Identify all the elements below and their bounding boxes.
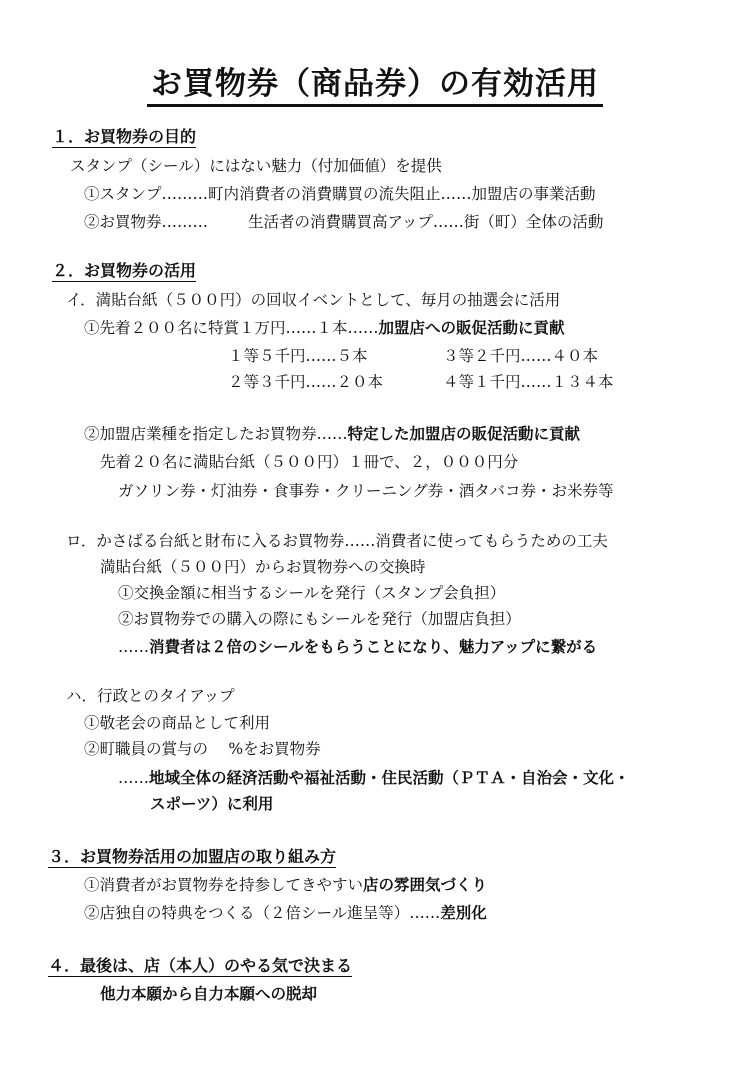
section-2-ro-line-2: 満貼台紙（５００円）からお買物券への交換時: [100, 558, 426, 576]
section-3-item-1-text: ①消費者がお買物券を持参してきやすい: [84, 876, 364, 894]
section-2-ha-line: ハ．行政とのタイアップ: [66, 687, 235, 705]
section-2-ro-item-1: ①交換金額に相当するシールを発行（スタンプ会負担）: [118, 584, 506, 602]
document-title: [0, 58, 750, 103]
section-1-item-2: [84, 211, 603, 233]
section-1-item-2-text: 生活者の消費購買高アップ……街（町）全体の活動: [248, 213, 604, 231]
ha-result-emphasis-1: 地域全体の経済活動や福祉活動・住民活動（ＰＴＡ・自治会・文化・: [149, 769, 630, 787]
section-3-item-1-emphasis: 店の雰囲気づくり: [363, 876, 488, 894]
point-2-text: ②加盟店業種を指定したお買物券……: [84, 425, 348, 443]
section-2-i-line: イ．満貼台紙（５００円）の回収イベントとして、毎月の抽選会に活用: [66, 291, 561, 309]
section-4-heading: [48, 955, 352, 977]
section-2-ro-line: ロ．かさばる台紙と財布に入るお買物券……消費者に使ってもらうための工夫: [66, 532, 608, 550]
section-1-heading-text: １．お買物券の目的: [52, 127, 197, 146]
ro-result-emphasis: 消費者は２倍のシールをもらうことになり、魅力アップに繋がる: [149, 638, 598, 656]
section-4-heading-text: ４．最後は、店（本人）のやる気で決まる: [48, 956, 353, 975]
section-2-ha-result-1: [118, 767, 630, 789]
section-1-heading: [52, 126, 196, 148]
section-2-ro-item-2: ②お買物券での購入の際にもシールを発行（加盟店負担）: [118, 610, 521, 628]
prize-3: ３等２千円……４０本: [443, 347, 599, 365]
section-3-item-1: [84, 874, 487, 896]
section-3-heading-text: ３．お買物券活用の加盟店の取り組み方: [48, 847, 337, 866]
section-2-i-point-2: [84, 423, 580, 445]
section-3-heading: [48, 846, 336, 868]
section-2-heading: [52, 260, 196, 282]
document-title-text: お買物券（商品券）の有効活用: [147, 66, 603, 107]
ro-result-dots: ……: [118, 638, 149, 656]
point-2-emphasis: 特定した加盟店の販促活動に貢献: [347, 425, 581, 443]
section-2-heading-text: ２．お買物券の活用: [52, 261, 197, 280]
section-2-i-point-1: [84, 317, 565, 339]
section-2-i-point-2-line-2: 先着２０名に満貼台紙（５００円）１冊で、２，０００円分: [100, 453, 519, 471]
ha-result-dots: ……: [118, 769, 149, 787]
prize-2: ２等３千円……２０本: [228, 373, 384, 391]
section-1-item-2-label: ②お買物券………: [84, 213, 209, 231]
prize-4: ４等１千円……１３４本: [443, 373, 614, 391]
section-2-ro-result: [118, 636, 597, 658]
section-3-item-2-emphasis: 差別化: [440, 904, 487, 922]
section-2-ha-item-2: ②町職員の賞与の %をお買物券: [84, 740, 321, 758]
section-2-i-point-2-line-3: ガソリン券・灯油券・食事券・クリーニング券・酒タバコ券・お米券等: [118, 482, 614, 500]
prize-1: １等５千円……５本: [228, 347, 368, 365]
section-3-item-2-text: ②店独自の特典をつくる（２倍シール進呈等）……: [84, 904, 441, 922]
point-1-text: ①先着２００名に特賞１万円……１本……: [84, 319, 379, 337]
section-2-ha-item-1: ①敬老会の商品として利用: [84, 714, 271, 732]
section-1-item-1: ①スタンプ………町内消費者の消費購買の流失阻止……加盟店の事業活動: [84, 185, 596, 203]
section-3-item-2: [84, 902, 487, 924]
section-2-ha-result-2: スポーツ）に利用: [150, 795, 274, 813]
point-1-emphasis: 加盟店への販促活動に貢献: [378, 319, 565, 337]
section-1-line: スタンプ（シール）にはない魅力（付加価値）を提供: [70, 157, 442, 175]
section-4-line: 他力本願から自力本願への脱却: [100, 985, 318, 1003]
